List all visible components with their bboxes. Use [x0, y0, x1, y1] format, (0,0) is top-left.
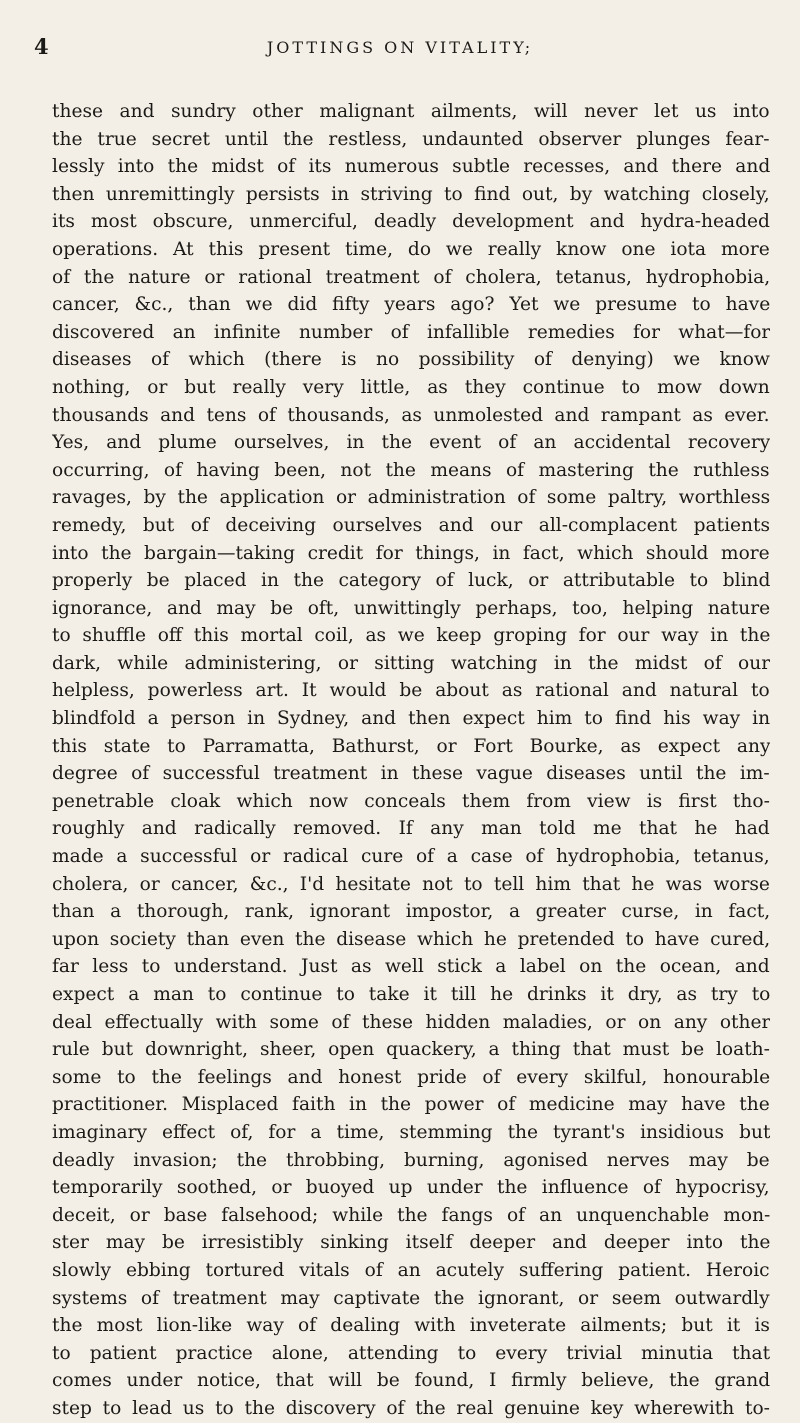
- text-line: rule but downright, sheer, open quackery, a thing that must be loath-: [52, 1039, 770, 1061]
- text-line: nothing, or but really very little, as they continue to mow down: [52, 376, 770, 398]
- text-line: thousands and tens of thousands, as unmolested and rampant as ever.: [52, 404, 770, 426]
- text-line: to shuffle off this mortal coil, as we keep groping for our way in the: [52, 625, 770, 647]
- text-line: made a successful or radical cure of a case of hydrophobia, tetanus,: [52, 846, 770, 868]
- text-line: properly be placed in the category of luck, or attributable to blind: [52, 570, 770, 592]
- text-line: this state to Parramatta, Bathurst, or Fort Bourke, as expect any: [52, 735, 770, 757]
- text-line: to patient practice alone, attending to every trivial minutia that: [52, 1342, 770, 1364]
- body-text: [52, 98, 770, 1423]
- text-line: of the nature or rational treatment of cholera, tetanus, hydrophobia,: [52, 266, 770, 288]
- text-line: comes under notice, that will be found, I firmly believe, the grand: [52, 1370, 770, 1392]
- text-line: imaginary effect of, for a time, stemming the tyrant's insidious but: [52, 1121, 770, 1143]
- text-line: its most obscure, unmerciful, deadly development and hydra-headed: [52, 211, 770, 233]
- text-line: these and sundry other malignant ailments, will never let us into: [52, 101, 770, 122]
- text-line: ster may be irresistibly sinking itself deeper and deeper into the: [52, 1232, 770, 1254]
- text-line: than a thorough, rank, ignorant impostor, a greater curse, in fact,: [52, 901, 770, 923]
- text-line: deal effectually with some of these hidden maladies, or on any other: [52, 1011, 770, 1033]
- text-line: cholera, or cancer, &c., I'd hesitate not to tell him that he was worse: [52, 873, 770, 895]
- text-line: deceit, or base falsehood; while the fangs of an unquenchable mon-: [52, 1204, 770, 1226]
- text-line: step to lead us to the discovery of the real genuine key wherewith to-: [52, 1397, 770, 1419]
- text-line: ravages, by the application or administration of some paltry, worthless: [52, 487, 770, 509]
- text-line: the true secret until the restless, undaunted observer plunges fear-: [52, 128, 770, 150]
- text-line: degree of successful treatment in these vague diseases until the im-: [52, 763, 770, 785]
- text-line: practitioner. Misplaced faith in the power of medicine may have the: [52, 1094, 770, 1116]
- text-line: helpless, powerless art. It would be about as rational and natural to: [52, 680, 770, 702]
- text-line: operations. At this present time, do we really know one iota more: [52, 238, 770, 260]
- text-line: then unremittingly persists in striving to find out, by watching closely,: [52, 183, 770, 205]
- text-line: slowly ebbing tortured vitals of an acutely suffering patient. Heroic: [52, 1259, 770, 1281]
- text-line: into the bargain—taking credit for things, in fact, which should more: [52, 542, 770, 564]
- text-line: blindfold a person in Sydney, and then expect him to find his way in: [52, 708, 770, 730]
- text-line: far less to understand. Just as well stick a label on the ocean, and: [52, 956, 770, 978]
- running-head: JOTTINGS ON VITALITY;: [266, 38, 534, 57]
- text-line: lessly into the midst of its numerous subtle recesses, and there and: [52, 156, 770, 178]
- text-line: the most lion-like way of dealing with inveterate ailments; but it is: [52, 1315, 770, 1337]
- text-line: roughly and radically removed. If any man told me that he had: [52, 818, 770, 840]
- text-line: penetrable cloak which now conceals them from view is first tho-: [52, 790, 770, 812]
- text-line: upon society than even the disease which he pretended to have cured,: [52, 928, 770, 950]
- text-line: Yes, and plume ourselves, in the event of an accidental recovery: [52, 432, 770, 454]
- text-line: cancer, &c., than we did fifty years ago? Yet we presume to have: [52, 294, 770, 316]
- text-line: discovered an infinite number of infallible remedies for what—for: [52, 321, 770, 343]
- text-line: some to the feelings and honest pride of every skilful, honourable: [52, 1066, 770, 1088]
- text-line: occurring, of having been, not the means of mastering the ruthless: [52, 459, 770, 481]
- page-number: 4: [34, 34, 49, 59]
- text-line: expect a man to continue to take it till he drinks it dry, as try to: [52, 984, 770, 1005]
- text-line: systems of treatment may captivate the ignorant, or seem outwardly: [52, 1287, 770, 1309]
- text-line: ignorance, and may be oft, unwittingly perhaps, too, helping nature: [52, 597, 770, 619]
- text-line: temporarily soothed, or buoyed up under the influence of hypocrisy,: [52, 1177, 770, 1199]
- text-line: remedy, but of deceiving ourselves and our all-complacent patients: [52, 514, 770, 536]
- text-line: diseases of which (there is no possibility of denying) we know: [52, 349, 770, 371]
- text-line: deadly invasion; the throbbing, burning, agonised nerves may be: [52, 1149, 770, 1171]
- text-line: dark, while administering, or sitting watching in the midst of our: [52, 652, 770, 674]
